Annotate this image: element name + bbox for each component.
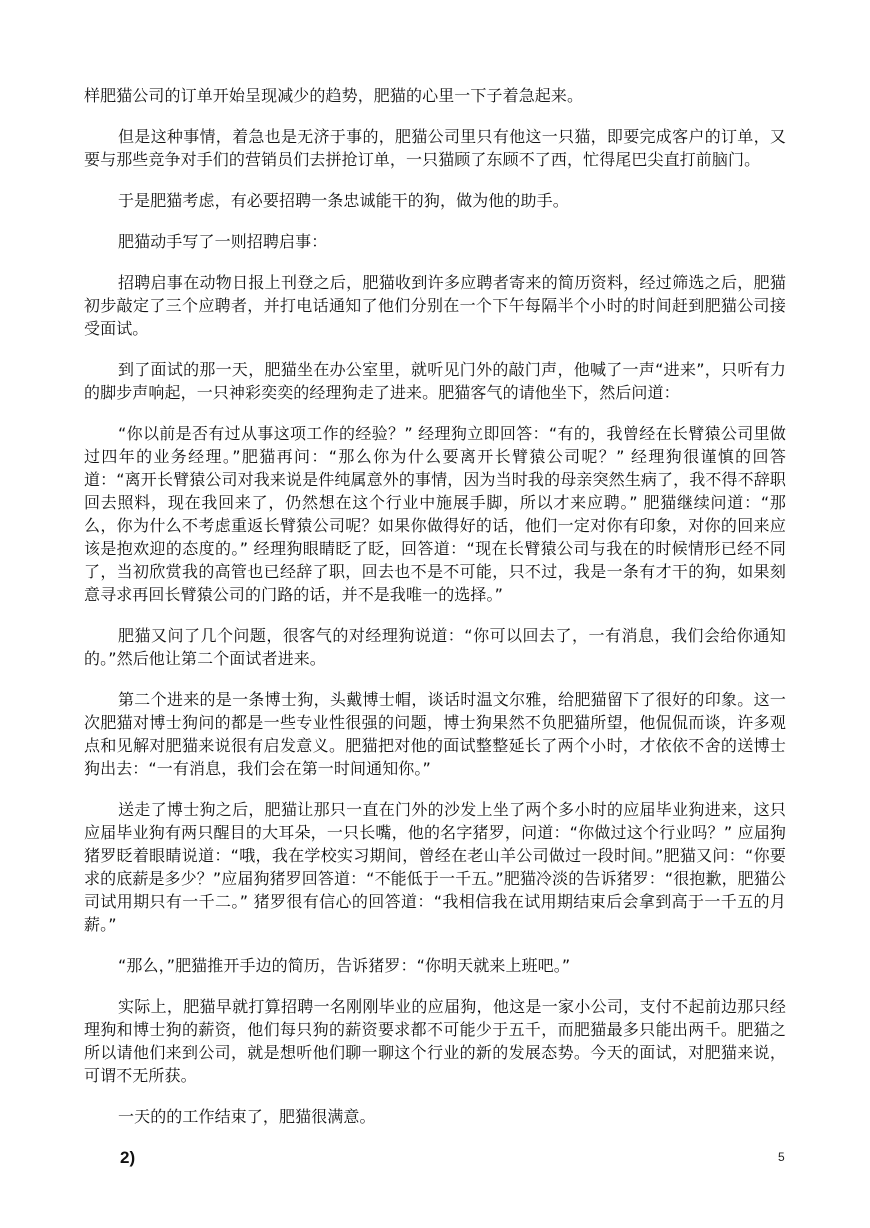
paragraph-1: 样肥猫公司的订单开始呈现减少的趋势，肥猫的心里一下子着急起来。 xyxy=(84,86,584,105)
section-marker: 2) xyxy=(120,1148,136,1167)
paragraph-12: 实际上，肥猫早就打算招聘一名刚刚毕业的应届狗，他这是一家小公司，支付不起前边那只经理狗和博士狗的薪资，他们每只狗的薪资要求都不可能少于五千，而肥猫最多只能出两千。肥猫之所以请他们来到公司，就是想听他们聊一聊这个行业的新的发展态势。今天的面试，对肥猫来说，可谓不无所获。 xyxy=(84,997,786,1085)
paragraph-13: 一天的的工作结束了，肥猫很满意。 xyxy=(118,1107,376,1126)
document-body xyxy=(84,84,786,1169)
paragraph-9: 第二个进来的是一条博士狗，头戴博士帽，谈话时温文尔雅，给肥猫留下了很好的印象。这一次肥猫对博士狗问的都是一些专业性很强的问题，博士狗果然不负肥猫所望，他侃侃而谈，许多观点和见解对肥猫来说很有启发意义。肥猫把对他的面试整整延长了两个小时，才依依不舍的送博士狗出去：“一有消息，我们会在第一时间通知你。” xyxy=(84,690,786,778)
paragraph-4: 肥猫动手写了一则招聘启事： xyxy=(118,232,328,251)
paragraph-2: 但是这种事情，着急也是无济于事的，肥猫公司里只有他这一只猫，即要完成客户的订单，又要与那些竞争对手们的营销员们去拼抢订单，一只猫顾了东顾不了西，忙得尾巴尖直打前脑门。 xyxy=(84,127,786,169)
paragraph-8: 肥猫又问了几个问题，很客气的对经理狗说道：“你可以回去了，一有消息，我们会给你通知的。”然后他让第二个面试者进来。 xyxy=(84,626,786,668)
paragraph-10: 送走了博士狗之后，肥猫让那只一直在门外的沙发上坐了两个多小时的应届毕业狗进来，这只应届毕业狗有两只醒目的大耳朵，一只长嘴，他的名字猪罗，问道：“你做过这个行业吗？” 应届狗猪罗眨着眼睛说道：“哦，我在学校实习期间，曾经在老山羊公司做过一段时间。”肥猫又问：“你要求的底薪是多少？”应届狗猪罗回答道：“不能低于一千五。”肥猫冷淡的告诉猪罗：“很抱歉，肥猫公司试用期只有一千二。” 猪罗很有信心的回答道：“我相信我在试用期结束后会拿到高于一千五的月薪。” xyxy=(84,800,786,934)
paragraph-3: 于是肥猫考虑，有必要招聘一条忠诚能干的狗，做为他的助手。 xyxy=(118,191,569,210)
paragraph-5: 招聘启事在动物日报上刊登之后，肥猫收到许多应聘者寄来的简历资料，经过筛选之后，肥猫初步敲定了三个应聘者，并打电话通知了他们分别在一个下午每隔半个小时的时间赶到肥猫公司接受面试。 xyxy=(84,273,786,338)
page-number: 5 xyxy=(778,1150,785,1164)
paragraph-6: 到了面试的那一天，肥猫坐在办公室里，就听见门外的敲门声，他喊了一声“进来”，只听有力的脚步声响起，一只神彩奕奕的经理狗走了进来。肥猫客气的请他坐下，然后问道： xyxy=(84,360,786,402)
paragraph-7: “你以前是否有过从事这项工作的经验？” 经理狗立即回答：“有的，我曾经在长臂猿公司里做过四年的业务经理。”肥猫再问：“那么你为什么要离开长臂猿公司呢？” 经理狗很谨慎的回答道：“离开长臂猿公司对我来说是件纯属意外的事情，因为当时我的母亲突然生病了，我不得不辞职回去照料，现在我回来了，仍然想在这个行业中施展手脚，所以才来应聘。” 肥猫继续问道：“那么，你为什么不考虑重返长臂猿公司呢？如果你做得好的话，他们一定对你有印象，对你的回来应该是抱欢迎的态度的。” 经理狗眼睛眨了眨，回答道：“现在长臂猿公司与我在的时候情形已经不同了，当初欣赏我的高管也已经辞了职，回去也不是不可能，只不过，我是一条有才干的狗，如果刻意寻求再回长臂猿公司的门路的话，并不是我唯一的选择。” xyxy=(84,424,786,604)
paragraph-11: “那么，”肥猫推开手边的简历，告诉猪罗：“你明天就来上班吧。” xyxy=(118,956,571,975)
